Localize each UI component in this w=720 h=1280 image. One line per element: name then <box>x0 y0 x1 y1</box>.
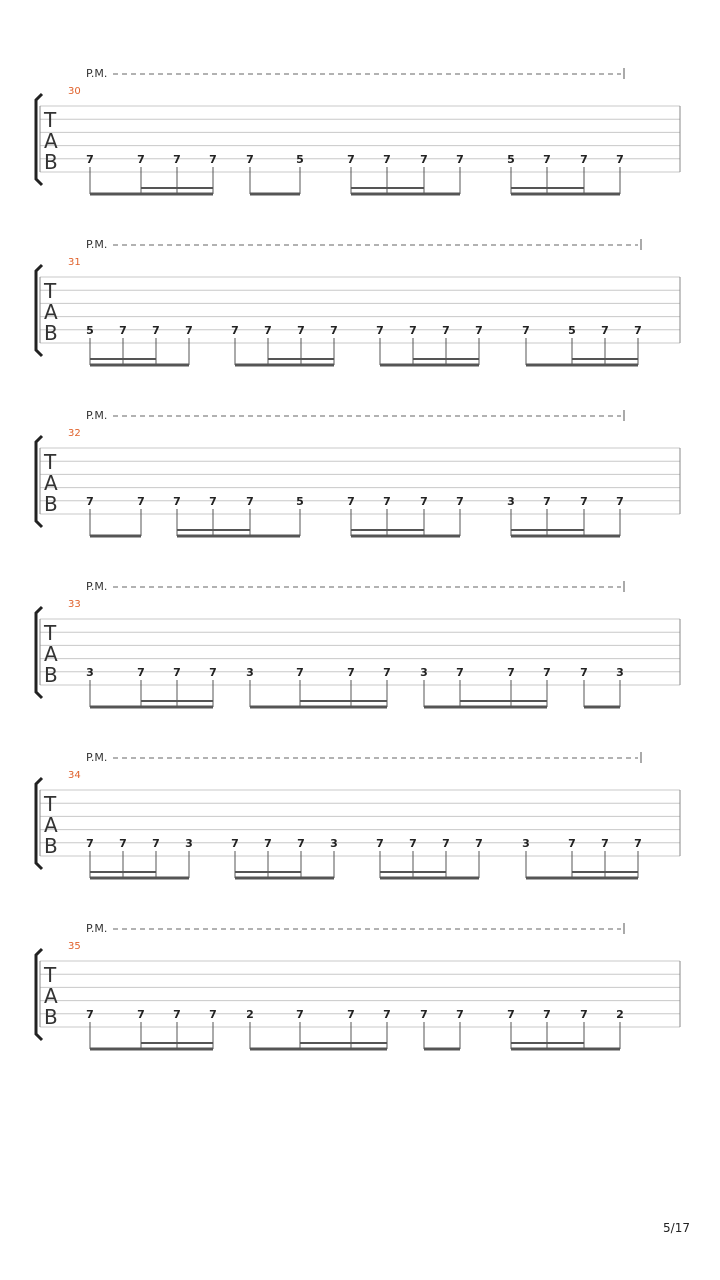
tab-system <box>36 751 680 880</box>
secondary-beam <box>511 187 584 189</box>
fret-number: 7 <box>86 1008 94 1021</box>
tab-system <box>36 409 680 538</box>
secondary-beam <box>351 187 424 189</box>
tab-letter-a: A <box>44 642 58 666</box>
fret-number: 7 <box>246 153 254 166</box>
primary-beam <box>511 535 620 538</box>
fret-number: 7 <box>297 324 305 337</box>
secondary-beam <box>380 871 446 873</box>
fret-number: 7 <box>264 324 272 337</box>
fret-number: 7 <box>137 1008 145 1021</box>
fret-number: 7 <box>231 324 239 337</box>
tab-system <box>36 238 680 367</box>
fret-number: 3 <box>616 666 624 679</box>
primary-beam <box>351 535 460 538</box>
fret-number: 7 <box>634 324 642 337</box>
fret-number: 7 <box>543 1008 551 1021</box>
fret-number: 5 <box>86 324 94 337</box>
fret-number: 7 <box>601 837 609 850</box>
tab-system <box>36 67 680 196</box>
system-bracket <box>36 607 42 698</box>
tab-letter-a: A <box>44 300 58 324</box>
secondary-beam <box>572 358 638 360</box>
primary-beam <box>424 706 547 709</box>
secondary-beam <box>300 1042 387 1044</box>
primary-beam <box>235 364 334 367</box>
fret-number: 7 <box>347 1008 355 1021</box>
fret-number: 7 <box>296 1008 304 1021</box>
fret-number: 7 <box>601 324 609 337</box>
measure-number: 30 <box>68 86 81 97</box>
fret-number: 7 <box>119 837 127 850</box>
fret-number: 7 <box>442 324 450 337</box>
fret-number: 7 <box>173 666 181 679</box>
secondary-beam <box>460 700 547 702</box>
tab-letter-b: B <box>44 492 58 516</box>
measure-number: 32 <box>68 428 81 439</box>
fret-number: 7 <box>376 837 384 850</box>
secondary-beam <box>141 1042 213 1044</box>
fret-number: 7 <box>330 324 338 337</box>
fret-number: 7 <box>173 1008 181 1021</box>
fret-number: 7 <box>173 153 181 166</box>
fret-number: 7 <box>580 1008 588 1021</box>
fret-number: 7 <box>634 837 642 850</box>
fret-number: 7 <box>616 495 624 508</box>
primary-beam <box>584 706 620 709</box>
secondary-beam <box>511 1042 584 1044</box>
secondary-beam <box>572 871 638 873</box>
tab-letter-b: B <box>44 1005 58 1029</box>
fret-number: 7 <box>507 666 515 679</box>
fret-number: 7 <box>347 666 355 679</box>
fret-number: 7 <box>137 153 145 166</box>
primary-beam <box>90 1048 213 1051</box>
tab-letter-b: B <box>44 150 58 174</box>
secondary-beam <box>177 529 250 531</box>
fret-number: 7 <box>297 837 305 850</box>
tab-system <box>36 580 680 709</box>
fret-number: 7 <box>522 324 530 337</box>
measure-number: 34 <box>68 770 81 781</box>
secondary-beam <box>90 871 156 873</box>
fret-number: 7 <box>137 495 145 508</box>
fret-number: 7 <box>347 495 355 508</box>
primary-beam <box>250 706 387 709</box>
tab-letter-t: T <box>44 792 57 816</box>
fret-number: 7 <box>264 837 272 850</box>
secondary-beam <box>268 358 334 360</box>
fret-number: 5 <box>568 324 576 337</box>
system-bracket <box>36 436 42 527</box>
fret-number: 7 <box>507 1008 515 1021</box>
primary-beam <box>511 1048 620 1051</box>
fret-number: 7 <box>152 837 160 850</box>
system-bracket <box>36 778 42 869</box>
primary-beam <box>90 193 213 196</box>
fret-number: 2 <box>616 1008 624 1021</box>
secondary-beam <box>300 700 387 702</box>
secondary-beam <box>90 358 156 360</box>
fret-number: 7 <box>383 1008 391 1021</box>
primary-beam <box>526 877 638 880</box>
fret-number: 3 <box>507 495 515 508</box>
primary-beam <box>235 877 334 880</box>
secondary-beam <box>511 529 584 531</box>
palm-mute-label: P.M. <box>86 922 108 935</box>
fret-number: 7 <box>231 837 239 850</box>
tab-letter-a: A <box>44 984 58 1008</box>
palm-mute-label: P.M. <box>86 238 108 251</box>
secondary-beam <box>351 529 424 531</box>
fret-number: 7 <box>409 837 417 850</box>
fret-number: 7 <box>209 153 217 166</box>
fret-number: 7 <box>456 495 464 508</box>
fret-number: 7 <box>442 837 450 850</box>
fret-number: 3 <box>522 837 530 850</box>
system-bracket <box>36 265 42 356</box>
secondary-beam <box>141 187 213 189</box>
tab-system <box>36 922 680 1051</box>
fret-number: 7 <box>543 153 551 166</box>
tab-letter-t: T <box>44 279 57 303</box>
fret-number: 3 <box>246 666 254 679</box>
tab-letter-b: B <box>44 834 58 858</box>
primary-beam <box>351 193 460 196</box>
fret-number: 7 <box>376 324 384 337</box>
fret-number: 7 <box>420 153 428 166</box>
primary-beam <box>380 364 479 367</box>
fret-number: 2 <box>246 1008 254 1021</box>
fret-number: 3 <box>185 837 193 850</box>
system-bracket <box>36 94 42 185</box>
primary-beam <box>250 193 300 196</box>
fret-number: 5 <box>296 495 304 508</box>
fret-number: 7 <box>580 666 588 679</box>
fret-number: 7 <box>209 1008 217 1021</box>
primary-beam <box>90 364 189 367</box>
fret-number: 3 <box>330 837 338 850</box>
fret-number: 7 <box>543 495 551 508</box>
primary-beam <box>177 535 300 538</box>
primary-beam <box>511 193 620 196</box>
fret-number: 7 <box>383 666 391 679</box>
fret-number: 7 <box>580 495 588 508</box>
fret-number: 7 <box>456 1008 464 1021</box>
fret-number: 7 <box>209 666 217 679</box>
fret-number: 7 <box>456 153 464 166</box>
primary-beam <box>90 877 189 880</box>
tab-letter-t: T <box>44 621 57 645</box>
fret-number: 7 <box>86 153 94 166</box>
fret-number: 7 <box>137 666 145 679</box>
palm-mute-label: P.M. <box>86 409 108 422</box>
fret-number: 7 <box>86 837 94 850</box>
secondary-beam <box>235 871 301 873</box>
fret-number: 7 <box>152 324 160 337</box>
palm-mute-label: P.M. <box>86 580 108 593</box>
fret-number: 7 <box>173 495 181 508</box>
fret-number: 7 <box>409 324 417 337</box>
page-number: 5/17 <box>663 1221 690 1235</box>
tab-letter-b: B <box>44 321 58 345</box>
primary-beam <box>250 1048 387 1051</box>
fret-number: 7 <box>420 495 428 508</box>
fret-number: 7 <box>119 324 127 337</box>
tab-letter-a: A <box>44 813 58 837</box>
fret-number: 7 <box>296 666 304 679</box>
measure-number: 35 <box>68 941 81 952</box>
fret-number: 7 <box>383 495 391 508</box>
fret-number: 7 <box>456 666 464 679</box>
system-bracket <box>36 949 42 1040</box>
fret-number: 7 <box>475 324 483 337</box>
tab-letter-b: B <box>44 663 58 687</box>
primary-beam <box>90 535 141 538</box>
fret-number: 7 <box>420 1008 428 1021</box>
measure-number: 33 <box>68 599 81 610</box>
fret-number: 7 <box>616 153 624 166</box>
fret-number: 7 <box>185 324 193 337</box>
measure-number: 31 <box>68 257 81 268</box>
fret-number: 7 <box>86 495 94 508</box>
tab-letter-t: T <box>44 450 57 474</box>
primary-beam <box>90 706 213 709</box>
fret-number: 7 <box>568 837 576 850</box>
secondary-beam <box>413 358 479 360</box>
tab-letter-t: T <box>44 963 57 987</box>
fret-number: 7 <box>209 495 217 508</box>
fret-number: 7 <box>580 153 588 166</box>
fret-number: 5 <box>507 153 515 166</box>
fret-number: 7 <box>347 153 355 166</box>
fret-number: 7 <box>475 837 483 850</box>
fret-number: 7 <box>383 153 391 166</box>
primary-beam <box>424 1048 460 1051</box>
palm-mute-label: P.M. <box>86 751 108 764</box>
fret-number: 7 <box>543 666 551 679</box>
secondary-beam <box>141 700 213 702</box>
primary-beam <box>380 877 479 880</box>
tab-letter-a: A <box>44 129 58 153</box>
tab-letter-a: A <box>44 471 58 495</box>
palm-mute-label: P.M. <box>86 67 108 80</box>
primary-beam <box>526 364 638 367</box>
fret-number: 3 <box>420 666 428 679</box>
tab-letter-t: T <box>44 108 57 132</box>
fret-number: 7 <box>246 495 254 508</box>
fret-number: 5 <box>296 153 304 166</box>
fret-number: 3 <box>86 666 94 679</box>
